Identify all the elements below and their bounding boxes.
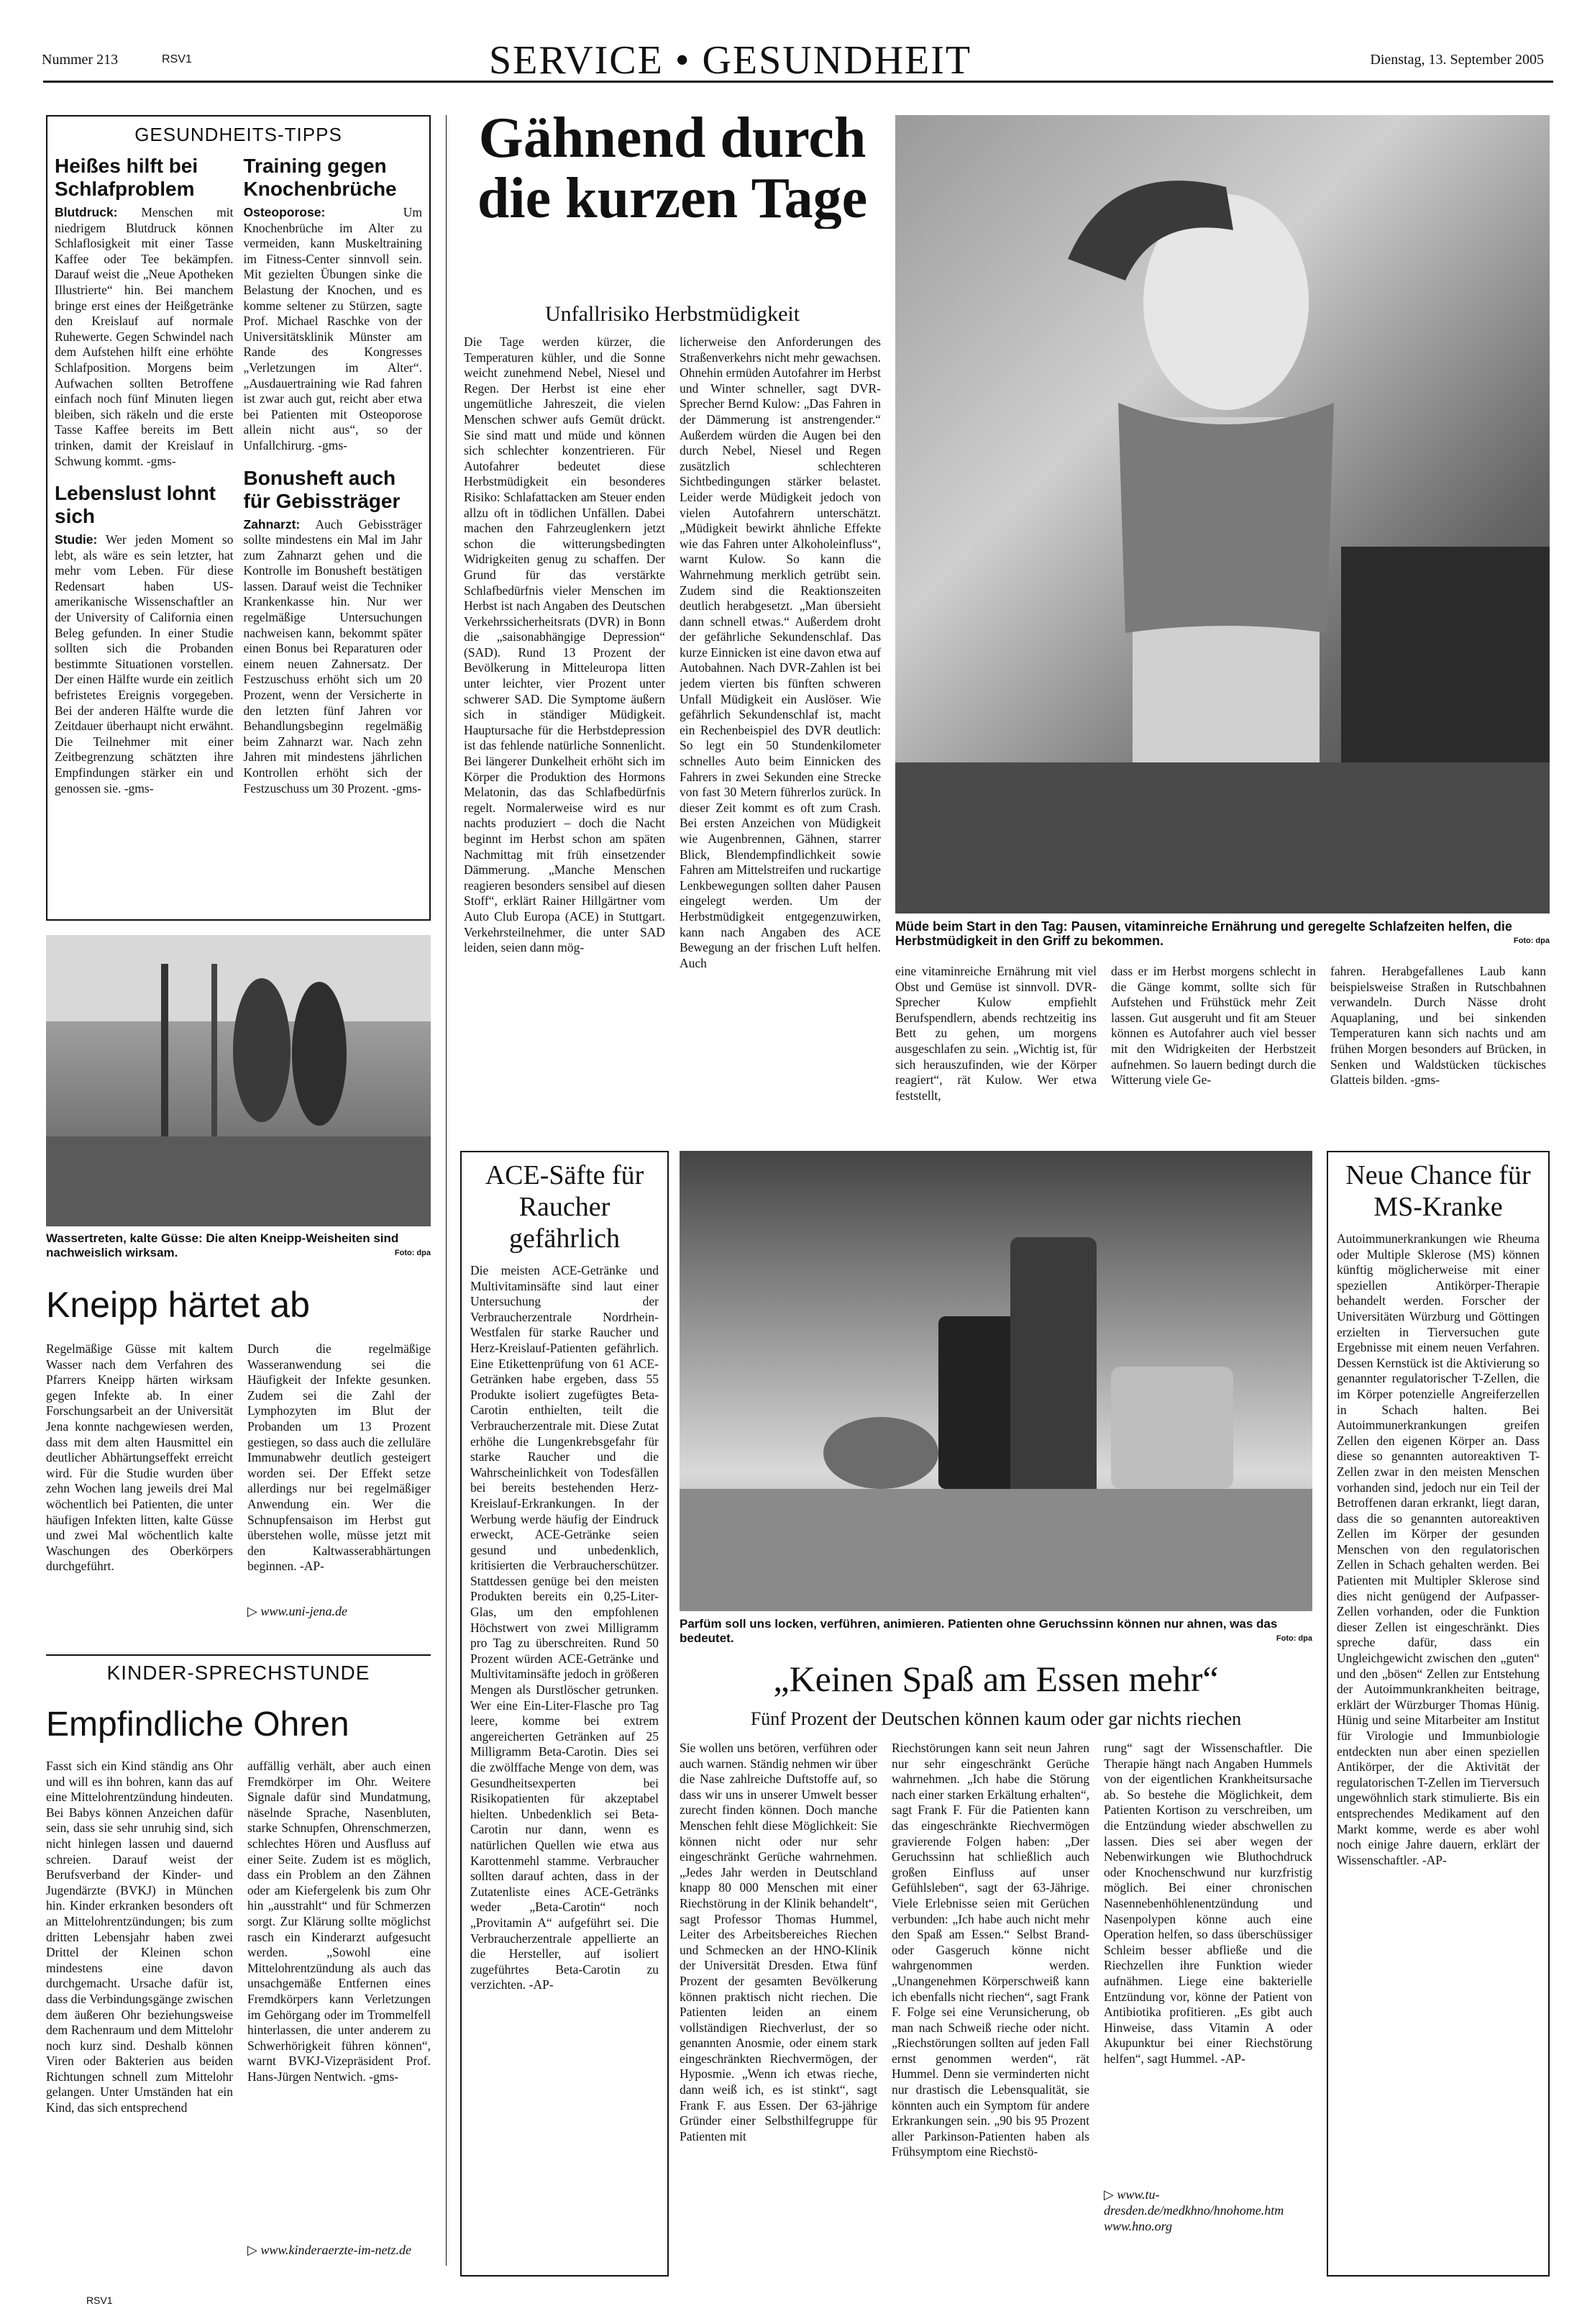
kinder-headline: Empfindliche Ohren xyxy=(46,1705,349,1744)
main-col-4: dass er im Herbst morgens schlecht in die Gänge kommt, sollte sich für Aufstehen und Frühstück mehr Zeit lassen. Gut ausgeruht und fit am Steuer können es Autofahrer auch viel besser mit den Widrigkeiten der Herbstzeit aufnehmen. So lauern bedingt durch die Witterung viele Ge- xyxy=(1111,964,1316,1088)
date: Dienstag, 13. September 2005 xyxy=(1370,52,1544,68)
ace-box xyxy=(460,1151,669,2277)
ms-box xyxy=(1327,1151,1550,2277)
edition-code: RSV1 xyxy=(162,53,192,65)
kneipp-col-1: Regelmäßige Güsse mit kaltem Wasser nach dem Verfahren des Pfarrers Kneipp härten wirksam gegen Infekte ab. In einer Forschungsarbeit an der Universität Jena konnte nachgewiesen werden, dass mit dem alten Hausmittel ein deutlicher Abhärtungseffekt erreicht wird. Für die Studie wurden über zehn Wochen lang jeweils drei Mal wöchentlich bei Patienten, die unter häufigen Infekten litten, kalte Güsse und zwei Mal wöchentlich kalte Waschungen des Oberkörpers durchgeführt. xyxy=(46,1341,233,1574)
tip-text: Osteoporose: Um Knochenbrüche im Alter zu vermeiden, kann Muskeltraining im Fitness-Center sinnvoll sein. Mit gezielten Übungen sinke die Belastung der Knochen, und es komme seltener zu Stürzen, sagte Prof. Michael Raschke von der Universitätsklinik Münster am Rande des Kongresses „Verletzungen im Alter“. „Ausdauertraining wie Rad fahren ist zwar auch gut, reicht aber etwa bei Patienten mit Osteoporose allein nicht aus“, so der Unfallchirurg. -gms- xyxy=(243,205,422,452)
kneipp-link[interactable]: ▷ www.uni-jena.de xyxy=(247,1604,347,1618)
main-col-1: Die Tage werden kürzer, die Temperaturen kühler, und die Sonne weicht zunehmend Nebel, Niesel und Regen. Der Herbst ist eine eher ungemütliche Jahreszeit, die vielen Menschen schwer aufs Gemüt drückt. Sie sind matt und müde und können sich schlechter konzentrieren. Für Autofahrer bedeutet diese Herbstmüdigkeit ein besonderes Risiko: Schlafattacken am Steuer enden allzu oft in tödlichen Unfällen. Dabei machen den Fahrzeuglenkern jetzt schon die witterungsbedingten Widrigkeiten genug zu schaffen. Der Grund für das verstärkte Schlafbedürfnis vieler Menschen im Herbst ist nach Angaben des Deutschen Verkehrssicherheitsrats (DVR) in Bonn die „saisonabhängige Depression“ (SAD). Rund 13 Prozent der Bevölkerung in Mitteleuropa litten unter leichter, vier Prozent unter schwerer SAD. Die Symptome äußern sich in ständiger Müdigkeit. Hauptursache für die Herbstdepression ist das fehlende natürliche Sonnenlicht. Bei längerer Dunkelheit erhöht sich im Körper die Produktion des Hormons Melatonin, das das Schlafbedürfnis regelt. Normalerweise wird es nur nachts produziert – doch die Nacht beginnt im Herbst schon am späten Nachmittag mit früh einsetzender Dämmerung. „Manche Menschen reagieren besonders sensibel auf diesen Stoff“, erklärt Rainer Hillgärtner vom Auto Club Europa (ACE) in Stuttgart. Verkehrsteilnehmer, die unter SAD leiden, seien dann mög- xyxy=(464,334,665,955)
tip-headline: Bonusheft auch für Gebissträger xyxy=(243,466,401,512)
tip-text: Zahnarzt: Auch Gebissträger sollte mindestens ein Mal im Jahr zum Zahnarzt gehen und die Kontrolle im Bonusheft bestätigen lassen. Darauf weist die Techniker Krankenkasse hin. Nur wer regelmäßige Untersuchungen nachweisen kann, bekommt später einen Bonus bei Reparaturen oder einem neuen Zahnersatz. Der Festzuschuss erhöht sich um 20 Prozent, wenn der Versicherte in den letzten fünf Jahren vor Behandlungsbeginn regelmäßig beim Zahnarzt war. Nach zehn Jahren mit mindestens jährlichen Kontrollen erhöht sich der Festzuschuss um 30 Prozent. -gms- xyxy=(243,516,422,796)
perfume-caption: Parfüm soll uns locken, verführen, animieren. Patienten ohne Geruchssinn können nur ahnen, was das bedeutet. Foto: dpa xyxy=(680,1617,1312,1645)
ace-text: Die meisten ACE-Getränke und Multivitaminsäfte sind laut einer Untersuchung der Verbraucherzentrale Nordrhein-Westfalen für starke Raucher und Herz-Kreislauf-Patienten gefährlich. Eine Etikettenprüfung von 61 ACE-Getränken habe ergeben, dass 55 Produkte isoliert zugefügtes Beta-Carotin enthielten, teilt die Verbraucherzentrale mit. Diese Zutat erhöhe die Lungenkrebsgefahr für starke Raucher und die Wahrscheinlichkeit von Todesfällen bei bereits bestehenden Herz-Kreislauf-Erkrankungen. In der Werbung werde häufig der Eindruck erweckt, ACE-Getränke seien gesund und unbedenklich, kritisierten die Verbraucherschützer. Stattdessen genüge bei den meisten Produkten bereits ein 0,25-Liter-Glas, um den empfohlenen Höchstwert von zwei Milligramm pro Tag zu überschreiten. Rund 50 Prozent würden ACE-Getränke und Multivitaminsäfte jedoch in größeren Mengen als Durstlöscher getrunken. Wer eine Ein-Liter-Flasche pro Tag leere, komme bei extrem angereicherten Getränken auf 25 Milligramm Beta-Carotin. Dies sei die zwölffache Menge von dem, was Gesundheitsexperten bei Risikopatienten für akzeptabel hielten. Unbedenklich sei Beta-Carotin nur dann, wenn es natürlichen Quellen wie etwa aus Karottenmehl stamme. Verbraucher sollten darauf achten, dass in der Zutatenliste eines ACE-Getränks weder „Beta-Carotin“ noch „Provitamin A“ aufgeführt sei. Die Verbraucherzentrale appellierte an die Hersteller, auf isoliert zugeführtes Beta-Carotin zu verzichten. -AP- xyxy=(470,1263,659,1992)
page-header xyxy=(29,22,1557,79)
kneipp-photo xyxy=(46,935,431,1226)
perfume-col-2: Riechstörungen kann seit neun Jahren nur sehr eingeschränkt Gerüche wahrnehmen. „Ich habe die Störung nach einer starken Erkältung erhalten“, sagt Frank F. Für die Patienten kann das eingeschränkte Riechvermögen gravierende Folgen haben: „Der Geruchssinn hat schließlich auch großen Einfluss auf unser Gefühlsleben“, sagt der 63-Jährige. Viele Erlebnisse seien mit Gerüchen verbunden: „Ich habe auch nicht mehr den Spaß am Essen.“ Selbst Brand- oder Gasgeruch könne nicht wahrgenommen werden. „Unangenehmen Körperschweiß kann ich ebenfalls nicht riechen“, sagt Frank F. Folge sei eine Verunsicherung, ob man nach Schweiß rieche oder nicht. „Riechstörungen sollten auf jeden Fall ernst genommen werden“, rät Hummel. Denn sie verminderten nicht nur drastisch die Lebensqualität, sie könnten auch ein Symptom für andere Erkrankungen sein. „90 bis 95 Prozent aller Parkinson-Patienten haben als Frühsymptom eine Riechstö- xyxy=(892,1741,1089,2159)
footer-code: RSV1 xyxy=(86,2295,113,2306)
kneipp-caption: Wassertreten, kalte Güsse: Die alten Kneipp-Weisheiten sind nachweislich wirksam. Foto: dpa xyxy=(46,1231,431,1259)
kinder-link[interactable]: ▷ www.kinderaerzte-im-netz.de xyxy=(247,2243,411,2257)
perfume-subhead: Fünf Prozent der Deutschen können kaum oder gar nichts riechen xyxy=(750,1708,1242,1729)
main-col-5: fahren. Herabgefallenes Laub kann beispielsweise Straßen in Rutschbahnen verwandeln. Durch Nässe droht Aquaplaning, und bei sinkenden Temperaturen kann sich nachts und am frühen Morgen besonders auf Brücken, in Senken und Waldstücken tückisches Glatteis bilden. -gms- xyxy=(1330,964,1546,1088)
main-col-2: licherweise den Anforderungen des Straßenverkehrs nicht mehr gewachsen. Ohnehin ermüden Autofahrer im Herbst und Winter schneller, sagt DVR-Sprecher Bernd Kulow: „Das Fahren in der Dämmerung ist anstrengender.“ Außerdem würden die Augen bei den durch Nebel, Niesel und Regen zusätzlich schlechteren Sichtbedingungen stärker belastet. Leider werde Müdigkeit jedoch von vielen Autofahrern unterschätzt. „Müdigkeit bewirkt ähnliche Effekte wie das Fahren unter Alkoholeinfluss“, warnt Kulow. So kann die Wahrnehmung merklich getrübt sein. Zudem sind die Reaktionszeiten deutlich herabgesetzt. „Man übersieht dann schnell etwas.“ Außerdem droht der gefährliche Sekundenschlaf. Das kurze Einnicken ist eine davon etwa auf Autobahnen. Nach DVR-Zahlen ist bei jedem vierten bis fünften schweren Unfall Müdigkeit ein Auslöser. Wie gefährlich Sekundenschlaf ist, macht ein Rechenbeispiel des DVR deutlich: So legt ein 50 Stundenkilometer schnelles Auto beim Einnicken des Fahrers in zwei Sekunden eine Strecke von fast 30 Metern führerlos zurück. In dieser Zeit kommt es oft zum Crash. Bei ersten Anzeichen von Müdigkeit wie Augenbrennen, Gähnen, starrer Blick, Blendempfindlichkeit sowie Fahren am Mittelstreifen und ruckartige Lenkbewegungen sollten daher Pausen eingelegt werden. Um der Herbstmüdigkeit entgegenzuwirken, kann nach Angaben des ACE Bewegung an der frischen Luft helfen. Auch xyxy=(680,334,881,970)
kneipp-col-2: Durch die regelmäßige Wasseranwendung sei die Häufigkeit der Infekte gesunken. Zudem sei die Zahl der Lymphozyten im Blut der Probanden um 13 Prozent gestiegen, so dass auch die zelluläre Immunabwehr deutlich gesteigert worden sei. Der Effekt setze allerdings nur bei regelmäßiger Anwendung ein. Wer die Schnupfensaison im Herbst gut überstehen wolle, müsse jetzt mit den Kaltwasserabhärtungen beginnen. -AP- xyxy=(247,1341,431,1574)
tips-column-2 xyxy=(244,152,423,796)
kinder-col-2: auffällig verhält, aber auch einen Fremdkörper im Ohr. Weitere Signale dafür sind Mundatmung, näselnde Sprache, Nasenbluten, starke Schnupfen, Ohrenschmerzen, schlechtes Hören und Ausfluss auf einer Seite. Zudem ist es möglich, dass ein Problem an den Zähnen oder am Kiefergelenk bis zum Ohr hin „ausstrahlt“ und für Schmerzen sorgt. Zur Klärung sollte möglichst rasch ein Kinderarzt aufgesucht werden. „Sowohl eine Mittelohrentzündung als auch das unsachgemäße Entfernen eines Fremdkörpers kann Verletzungen im Gehörgang oder im Trommelfell hinterlassen, die unter anderem zu Schwerhörigkeit führen können“, warnt BVKJ-Vizepräsident Prof. Hans-Jürgen Nentwich. -gms- xyxy=(247,1759,431,2084)
tip-text: Blutdruck: Menschen mit niedrigem Blutdruck können Schlaflosigkeit mit einer Tasse Kaffee oder Tee bekämpfen. Darauf weist die „Neue Apotheken Illustrierte“ hin. Bei manchem bringe erst eines der Heißgetränke den Kreislauf auf normale Ruhewerte. Gegen Schwindel nach dem Aufstehen hilft eine erhöhte Schlafposition. Morgens beim Aufwachen sollten Betroffene einfach noch fünf Minuten liegen bleiben, sich räkeln und die erste Tasse Kaffee bereits im Bett trinken, damit der Kreislauf in Schwung kommt. -gms- xyxy=(55,205,234,468)
main-caption: Müde beim Start in den Tag: Pausen, vitaminreiche Ernährung und geregelte Schlafzeiten helfen, die Herbstmüdigkeit in den Griff zu bekommen. Foto: dpa xyxy=(895,919,1550,948)
main-photo-image xyxy=(895,115,1550,913)
issue-number: Nummer 213 xyxy=(42,52,119,68)
kneipp-headline: Kneipp härtet ab xyxy=(46,1285,310,1325)
main-headline: Gähnend durch die kurzen Tage xyxy=(477,108,868,229)
main-col-3: eine vitaminreiche Ernährung mit viel Obst und Gemüse ist sinnvoll. DVR-Sprecher Kulow empfiehlt Berufspendlern, abends rechtzeitig ins Bett zu gehen, um morgens ausgeschlafen zu sein. „Wichtig ist, für sich herauszufinden, wie der Körper reagiert“, rät Kulow. Wer etwa feststellt, xyxy=(895,964,1097,1103)
ms-headline: Neue Chance für MS-Kranke xyxy=(1345,1160,1531,1222)
section-title: SERVICE • GESUNDHEIT xyxy=(489,38,972,79)
kneipp-photo-image xyxy=(46,935,431,1226)
tip-headline: Heißes hilft bei Schlafproblem xyxy=(55,155,198,200)
perfume-photo xyxy=(680,1151,1312,1611)
main-subhead: Unfallrisiko Herbstmüdigkeit xyxy=(544,302,800,326)
perfume-headline: „Keinen Spaß am Essen mehr“ xyxy=(773,1659,1219,1699)
column-rule-left xyxy=(446,115,447,2266)
tips-column-1 xyxy=(55,152,234,796)
tip-text: Studie: Wer jeden Moment so lebt, als wäre es sein letzter, hat mehr vom Leben. Für diese Redensart haben US-amerikanische Wissenschaftler an der University of California einen Beleg gefunden. In einer Studie sollten sich die Probanden bestimmte Situationen vorstellen. Der einen Hälfte wurde ein zeitlich befristetes Ereignis vorgegeben. Bei der anderen Hälfte wurde die Zeitdauer überhaupt nicht erwähnt. Die Teilnehmer mit einer Zeitbegrenzung schätzten ihre Empfindungen stärker ein und genossen sie. -gms- xyxy=(55,532,234,796)
kinder-col-1: Fasst sich ein Kind ständig ans Ohr und will es ihn bohren, kann das auf eine Mittelohrentzündung hindeuten. Bei Babys können Anzeichen dafür sein, dass sie sehr unruhig sind, sich nicht hinlegen lassen und dauernd schreien. Darauf weist der Berufsverband der Kinder- und Jugendärzte (BVKJ) in München hin. Kinder erkranken besonders oft an Mittelohrentzündungen; bis zum dritten Lebensjahr haben zwei Drittel der Kleinen schon mindestens eine davon durchgemacht. Ursache dafür ist, dass die Verbindungsgänge zwischen dem äußeren Ohr beziehungsweise dem Rachenraum und dem Mittelohr noch kurz sind. Deshalb können Viren oder Bakterien aus beiden Richtungen schnell zum Mittelohr gelangen. Unter Umständen hat ein Kind, das sich entsprechend xyxy=(46,1759,233,2115)
header-rule xyxy=(43,81,1553,83)
perfume-photo-image xyxy=(680,1151,1312,1611)
main-photo xyxy=(895,115,1550,913)
kinder-rule xyxy=(46,1654,431,1656)
ace-headline: ACE-Säfte für Raucher gefährlich xyxy=(485,1160,644,1254)
perfume-col-1: Sie wollen uns betören, verführen oder auch warnen. Ständig nehmen wir über die Nase zahlreiche Duftstoffe auf, so dass wir uns in unserer Umwelt besser zurecht finden können. Doch manche Menschen fehlt diese Möglichkeit: Sie können nicht oder nur sehr eingeschränkt Gerüche wahrnehmen. „Jedes Jahr werden in Deutschland knapp 80 000 Menschen mit einer Riechstörung in der Klinik behandelt“, sagt Professor Thomas Hummel, Leiter des Arbeitsbereiches Riechen und Schmecken an der HNO-Klinik der Universität Dresden. Etwa fünf Prozent der gesamten Bevölkerung können praktisch nicht riechen. Die Patienten leiden an einem vollständigen Riechverlust, der so genannten Anosmie, oder einem stark eingeschränkten Riechvermögen, der Hyposmie. „Wenn ich etwas rieche, dann weiß ich, es ist stinkt“, sagt Frank F. aus Essen. Der 63-jährige Gründer einer Selbsthilfegruppe für Patienten mit xyxy=(680,1741,877,2143)
tips-label: GESUNDHEITS-TIPPS xyxy=(134,124,342,145)
tip-headline: Lebenslust lohnt sich xyxy=(55,482,216,528)
tips-box xyxy=(46,115,431,921)
kinder-label: KINDER-SPRECHSTUNDE xyxy=(106,1662,370,1684)
tip-headline: Training gegen Knochenbrüche xyxy=(243,155,397,200)
perfume-link[interactable]: ▷ www.tu-dresden.de/medkhno/hnohome.htm www.hno.org xyxy=(1104,2187,1284,2233)
ms-text: Autoimmunerkrankungen wie Rheuma oder Multiple Sklerose (MS) können künftig möglicherweise mit einer speziellen Antikörper-Therapie behandelt werden. Forscher der Universitäten Würzburg und Göttingen erzielten in Tierversuchen gute Ergebnisse mit einem neuen Verfahren. Dessen Kernstück ist die Aktivierung so genannter regulatorischer T-Zellen, die im Körper potenzielle Angreiferzellen in Schach halten. Bei Autoimmunerkrankungen greifen Zellen den eigenen Körper an. Dass diese so genannten autoreaktiven T-Zellen zwar in den meisten Menschen vorhanden sind, jedoch nur ein Teil der Betroffenen daran erkrankt, liegt daran, dass die so genannten autoreaktiven Zellen im Körper der gesunden Menschen von den regulatorischen Zellen in Schach gehalten werden. Bei Patienten mit Multipler Sklerose sind dies nicht genügend der Aufpasser-Zellen vorhanden, oder die Funktion dieser Zellen ist eingeschränkt. Dies spreche dafür, dass ein Ungleichgewicht zwischen den „guten“ und den „bösen“ Zellen zur Entstehung der Autoimmunkrankheiten beitrage, erklärt der Würzburger Thomas Hünig. Hünig und seine Mitarbeiter am Institut für Virologie und Immunbiologie entdeckten nun aber einen speziellen Antikörper, der die Aktivität der regulatorischen T-Zellen im Tierversuch ungewöhnlich stark stimulierte. Bis ein entsprechendes Medikament auf den Markt komme, werde es aber wohl noch einige Jahre dauern, erklärt der Wissenschaftler. -AP- xyxy=(1337,1231,1540,1867)
perfume-col-3: rung“ sagt der Wissenschaftler. Die Therapie hängt nach Angaben Hummels von der eigentlichen Krankheitsursache ab. So bestehe die Möglichkeit, dem Patienten Kortison zu verschreiben, um die Entzündung wieder abschwellen zu lassen. Dies sei aber wegen der Nebenwirkungen wie Bluthochdruck oder Knochenschwund nur kurzfristig möglich. Bei einer chronischen Nasennebenhöhlenentzündung und Nasenpolypen könne auch eine Operation helfen, so dass überschüssiger Schleim besser abfließe und die Riechzellen ihre Funktion wieder aufnähmen. Liege eine bakterielle Entzündung vor, könne der Patient von Antibiotika profitieren. „Es gibt auch Hinweise, dass Vitamin A oder Akupunktur bei einer Riechstörung helfen“, sagt Hummel. -AP- xyxy=(1104,1741,1312,2066)
